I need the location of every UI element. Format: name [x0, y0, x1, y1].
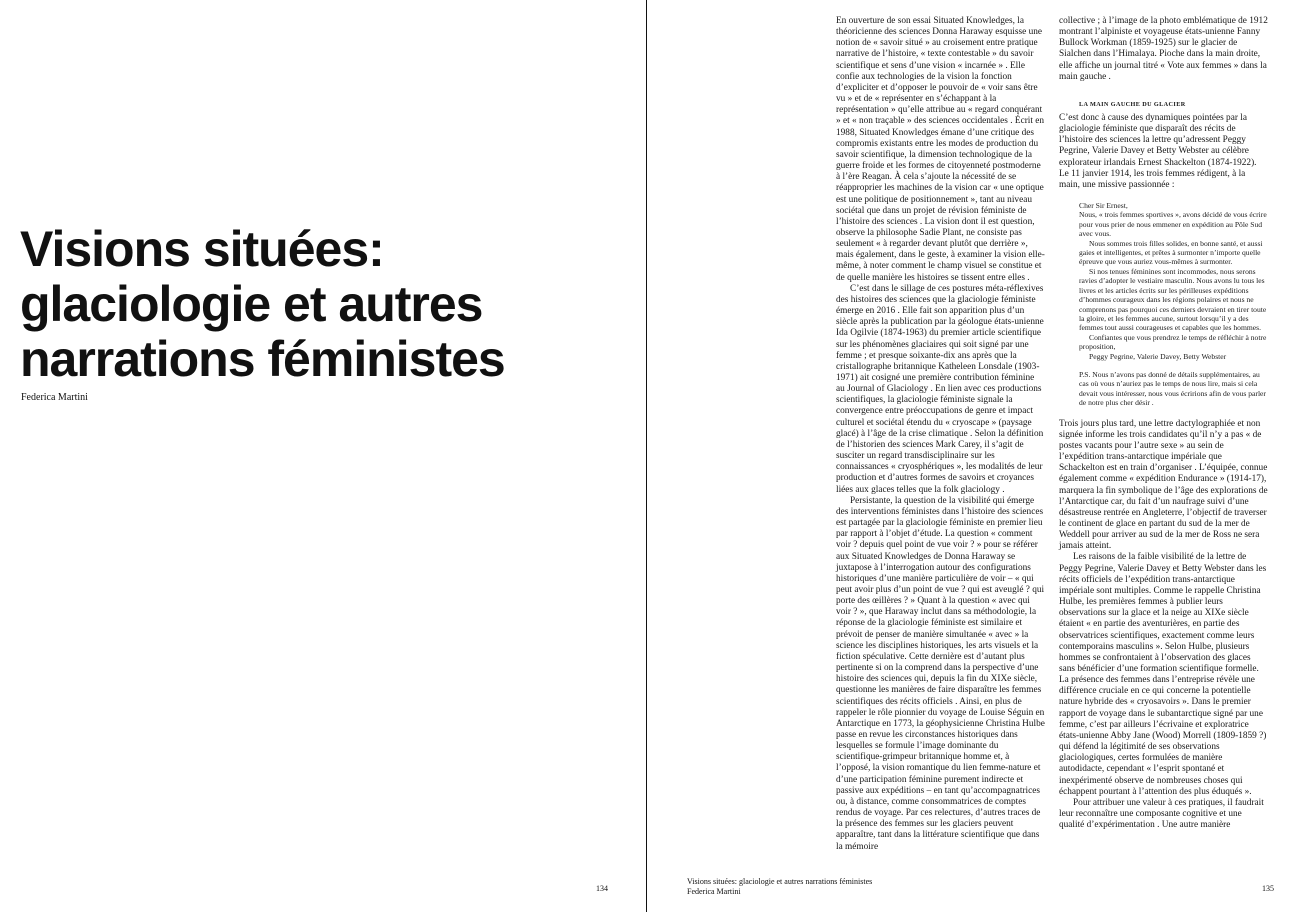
page-number-left: 134 [596, 884, 608, 893]
letter-paragraph: Confiantes que vous prendrez le temps de réfléchir à notre proposition, [1079, 332, 1267, 352]
body-paragraph: C’est donc à cause des dynamiques pointées par la glaciologie féministe que disparaît des récits de l’histoire des sciences la lettre qu’adressent Peggy Pegrine, Valerie Davey et Betty Webster au célèbre explorateur irlandais Ernest Shackelton (1874-1922). Le 11 janvier 1914, les trois femmes rédigent, à la main, une missive passionnée : [1059, 112, 1257, 190]
body-paragraph: En ouverture de son essai Situated Knowledges, la théoricienne des sciences Donna Haraway esquisse une notion de « savoir situé » au croisement entre pratique narrative de l’histoire, « texte contestable » du savoir scientifique et sens d’une vision « incarnée » . Elle confie aux technologies de la vision la fonction d’expliciter et d’opposer le pouvoir de « voir sans être vu » et de « représenter en s’échappant à la représentation » qu’elle attribue au « regard conquérant » et « non traçable » des sciences occidentales . Écrit en 1988, Situated Knowledges émane d’une critique des compromis existants entre les modes de production du savoir scientifique, la dimension technologique de la guerre froide et les formes de citoyenneté postmoderne à l’ère Reagan. À cela s’ajoute la nécessité de se réapproprier les machines de la vision car « une optique est une politique de positionnement », tant au niveau sociétal que dans un projet de révision féministe de l’histoire des sciences . La vision dont il est question, observe la philosophe Sadie Plant, ne consiste pas seulement « à regarder devant plutôt que derrière », mais également, dans le geste, à examiner la vision elle-même, à noter comment le champ visuel se constitue et de quelle manière les histoires se tissent entre elles . [836, 16, 1045, 283]
quoted-letter [1079, 201, 1268, 408]
section-subheading: LA MAIN GAUCHE DU GLACIER [1079, 100, 1186, 108]
paragraph-spacer [1059, 408, 1268, 419]
left-page [0, 0, 646, 912]
body-paragraph: collective ; à l’image de la photo emblématique de 1912 montrant l’alpiniste et voyageuse états-unienne Fanny Bullock Workman (1859-1925) sur le glacier de Sialchen dans l’Himalaya. Pioche dans la main droite, elle affiche un journal titré « Vote aux femmes » dans la main gauche . [1059, 16, 1268, 82]
title-line: glaciologie et autres [20, 276, 483, 332]
running-head-author: Federica Martini [687, 886, 741, 896]
body-paragraph: C’est dans le sillage de ces postures méta-réflexives des histoires des sciences que la glaciologie féministe émerge en 2016 . Elle fait son apparition plus d’un siècle après la publication par la géologue états-unienne Ida Ogilvie (1874-1963) du premier article scientifique sur les phénomènes glaciaires qui soit signé par une femme ; et presque soixante-dix ans après que la cristallographe britannique Katheleen Lonsdale (1903-1971) ait cosigné une première contribution féminine au Journal of Glaciology . En lien avec ces productions scientifiques, la glaciologie féministe signale la convergence entre préoccupations de genre et impact culturel et sociétal étendu du « cryoscape » (paysage glacé) à l’âge de la crise climatique . Selon la définition de l’historien des sciences Mark Carey, il s’agit de susciter un regard transdisciplinaire sur les connaissances « cryosphériques », les modalités de leur production et d’autres formes de savoirs et croyances liées aux glaces telles que la folk glaciology . [836, 283, 1044, 495]
body-paragraph: Trois jours plus tard, une lettre dactylographiée et non signée informe les trois candidates qu’il n’y a pas « de postes vacants pour l’autre sexe » au sein de l’expédition trans-antarctique impériale que Schackelton est en train d’organiser . L’équipée, connue également comme « expédition Endurance » (1914-17), marquera la fin symbolique de l’âge des explorations de l’Antarctique car, du fait d’un naufrage suivi d’une désastreuse rentrée en Angleterre, l’objectif de traverser le continent de glace en partant du sud de la mer de Weddell pour arriver au sud de la mer de Ross ne sera jamais atteint. [1059, 418, 1268, 552]
letter-paragraph: Nous sommes trois filles solides, en bonne santé, et aussi gaies et intelligentes, et prêtes à surmonter n’importe quelle épreuve que vous auriez vous-mêmes à surmonter. [1079, 238, 1263, 267]
title-line: Visions situées: [20, 221, 384, 277]
page-number-right: 135 [1262, 884, 1274, 893]
letter-postscript: P.S. Nous n’avons pas donné de détails supplémentaires, au cas où vous n’auriez pas le temps de nous lire, mais si cela devait vous intéresser, nous vous écririons afin de vous parler de notre plus cher désir . [1079, 369, 1266, 408]
letter-salutation: Cher Sir Ernest, [1079, 201, 1128, 211]
letter-paragraph: Si nos tenues féminines sont incommodes, nous serons ravies d’adopter le vestiaire masculin. Nous avons lu tous les livres et les articles écrits sur les périlleuses expéditions d’hommes courageux dans les régions polaires et nous ne comprenons pas pourquoi ces derniers devraient en tirer toute la gloire, et les femmes aucune, surtout lorsqu’il y a des femmes tout aussi courageuses et capables que les hommes. [1079, 266, 1267, 333]
running-head-title: Visions situées: glaciologie et autres narrations féministes [687, 877, 873, 886]
title-line: narrations féministes [20, 331, 505, 387]
text-column-2 [1059, 16, 1268, 846]
body-paragraph: Persistante, la question de la visibilité qui émerge des interventions féministes dans l’histoire des sciences est partagée par la glaciologie féministe en premier lieu par rapport à l’objet d’étude. La question « comment voir ? depuis quel point de vue voir ? » pour se référer aux Situated Knowledges de Donna Haraway se juxtapose à l’interrogation autour des configurations historiques d’une manière particulière de voir – « qui peut avoir plus d’un point de vue ? qui est aveuglé ? qui porte des œillères ? » Quant à la question « avec qui voir ? », que Haraway inclut dans sa méthodologie, la réponse de la glaciologie féministe est similaire et prévoit de penser de manière simultanée « avec » la science les disciplines historiques, les arts visuels et la fiction spéculative. Cette dernière est d’autant plus pertinente si on la comprend dans la perspective d’une histoire des sciences qui, depuis la fin du XIXe siècle, questionne les manières de faire disparaître les femmes scientifiques des récits officiels . Ainsi, en plus de rappeler le rôle pionnier du voyage de Louise Séguin en Antarctique en 1773, la géophysicienne Christina Hulbe passe en revue les circonstances historiques dans lesquelles se formule l’image dominante du scientifique-grimpeur britannique homme et, à l’opposé, la vision romantique du lien femme-nature et d’une participation féminine purement indirecte et passive aux expéditions – en tant qu’accompagnatrices ou, à distance, comme consommatrices de comptes rendus de voyage. Par ces relectures, d’autres traces de la présence des femmes sur les glaciers peuvent apparaître, tant dans la littérature scientifique que dans la mémoire [836, 495, 1045, 852]
body-paragraph: Pour attribuer une valeur à ces pratiques, il faudrait leur reconnaître une composante cognitive et une qualité d’expérimentation . Une autre manière [1059, 797, 1264, 831]
running-head [687, 877, 872, 896]
article-title [20, 222, 630, 387]
text-column-1 [836, 16, 1045, 852]
body-paragraph: Les raisons de la faible visibilité de la lettre de Peggy Pegrine, Valerie Davey et Betty Webster dans les récits officiels de l’expédition trans-antarctique impériale sont multiples. Comme le rappelle Christina Hulbe, les premières femmes à publier leurs observations sur la glace et la neige au XIXe siècle étaient « en partie des aventurières, en partie des observatrices scientifiques, exactement comme leurs contemporains masculins ». Selon Hulbe, plusieurs hommes se confrontaient à l’observation des glaces sans bénéficier d’une formation scientifique formelle. La présence des femmes dans l’entreprise révèle une différence cruciale en ce qui concerne la potentielle nature hybride des « cryosavoirs ». Dans le premier rapport de voyage dans le subantarctique signé par une femme, c’est par ailleurs l’écrivaine et exploratrice états-unienne Abby Jane (Wood) Morrell (1809-1859 ?) qui défend la légitimité de ses observations glaciologiques, certes formulées de manière autodidacte, cependant « l’esprit spontané et inexpérimenté observe de nombreuses choses qui échappent pourtant à l’attention des plus éduqués ». [1059, 552, 1267, 797]
author-name: Federica Martini [21, 392, 88, 403]
letter-signature: Peggy Pegrine, Valerie Davey, Betty Webster [1089, 351, 1227, 361]
letter-paragraph: Nous, « trois femmes sportives », avons décidé de vous écrire pour vous prier de nous emmener en expédition au Pôle Sud avec vous. [1079, 210, 1267, 239]
